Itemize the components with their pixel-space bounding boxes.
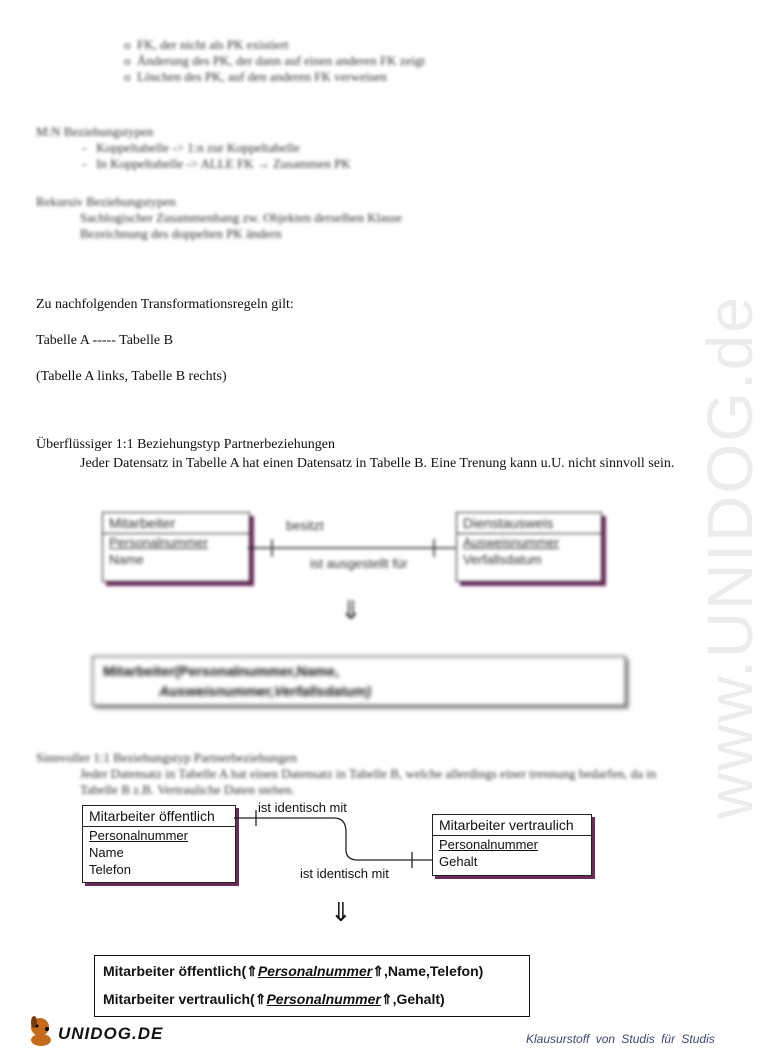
entity-attr: Name: [89, 845, 124, 860]
intro-line-2: Tabelle A ----- Tabelle B: [36, 333, 173, 348]
entity-attr: Gehalt: [439, 854, 478, 869]
logo-text: UNIDOG.DE: [58, 1024, 164, 1043]
entity-attr: Name: [109, 552, 144, 567]
entity-mitarbeiter: [102, 512, 250, 582]
entity-pk: Ausweisnummer: [463, 535, 560, 550]
result-line: Mitarbeiter vertraulich(⇑Personalnummer⇑,Gehalt): [103, 991, 445, 1007]
section2-title: Sinnvoller 1:1 Beziehungstyp Partnerbeziehungen: [36, 750, 298, 765]
rekursiv-title: Rekursiv Beziehungstypen: [36, 194, 176, 209]
rel-label-top: besitzt: [286, 518, 324, 533]
watermark: www.UNIDOG.de: [694, 295, 766, 819]
list-item: Sachlogischer Zusammenhang zw. Objekten derselben Klasse: [80, 210, 402, 225]
result-box-2: [94, 955, 530, 1017]
list-item: Bezeichnung des doppelten PK ändern: [80, 226, 282, 241]
footer-tagline: Klausurstoff von Studis für Studis: [526, 1032, 715, 1046]
bullet-item: o FK, der nicht als PK existiert: [124, 37, 289, 52]
bullet-item: o Änderung des PK, der dann auf einen anderen FK zeigt: [124, 53, 426, 68]
result-line: Mitarbeiter(Personalnummer,Name,: [103, 663, 339, 679]
entity-title: Mitarbeiter: [103, 513, 249, 534]
rel-label-bottom: ist identisch mit: [300, 866, 389, 881]
down-arrow-icon: ⇓: [340, 596, 362, 626]
rel-label-top: ist identisch mit: [258, 800, 347, 815]
section1-title: Überflüssiger 1:1 Beziehungstyp Partnerbeziehungen: [36, 437, 335, 452]
entity-title: Mitarbeiter vertraulich: [433, 815, 591, 836]
section2-body: Jeder Datensatz in Tabelle A hat einen Datensatz in Tabelle B, welche allerdings einer trennung bedarfen, da in Tabelle B z.B. Vertrauliche Daten stehen.: [80, 766, 657, 797]
footer-logo: [24, 1014, 184, 1050]
result-box-1: [92, 656, 626, 706]
entity-title: Dienstausweis: [457, 513, 601, 534]
list-item: - In Koppeltabelle -> ALLE FK → Zusammen PK: [82, 156, 351, 171]
intro-line-3: (Tabelle A links, Tabelle B rechts): [36, 369, 227, 384]
section1-body: Jeder Datensatz in Tabelle A hat einen Datensatz in Tabelle B. Eine Trenung kann u.U. nicht sinnvoll sein.: [80, 456, 675, 471]
entity-mitarbeiter-vertraulich: [432, 814, 592, 876]
bullet-item: o Löschen des PK, auf den anderen FK verweisen: [124, 69, 387, 84]
list-item: - Koppeltabelle -> 1:n zur Koppeltabelle: [82, 140, 300, 155]
entity-mitarbeiter-oeffentlich: [82, 805, 236, 883]
relationship-line-2: [234, 810, 434, 870]
down-arrow-icon: ⇓: [330, 898, 352, 928]
mn-section: [36, 124, 351, 172]
entity-attr: Verfallsdatum: [463, 552, 542, 567]
entity-title: Mitarbeiter öffentlich: [83, 806, 235, 827]
dog-icon: [24, 1014, 58, 1048]
rel-label-bottom: ist ausgestellt für: [310, 556, 408, 571]
entity-pk: Personalnummer: [89, 828, 188, 843]
result-line: Ausweisnummer,Verfallsdatum): [159, 683, 371, 699]
entity-pk: Personalnummer: [439, 837, 538, 852]
entity-pk: Personalnummer: [109, 535, 208, 550]
entity-dienstausweis: [456, 512, 602, 582]
rekursiv-section: [36, 194, 402, 242]
top-bullet-list: [124, 37, 425, 85]
entity-attr: Telefon: [89, 862, 131, 877]
intro-line-1: Zu nachfolgenden Transformationsregeln gilt:: [36, 297, 294, 312]
mn-title: M:N Beziehungstypen: [36, 124, 154, 139]
result-line: Mitarbeiter öffentlich(⇑Personalnummer⇑,Name,Telefon): [103, 963, 484, 979]
